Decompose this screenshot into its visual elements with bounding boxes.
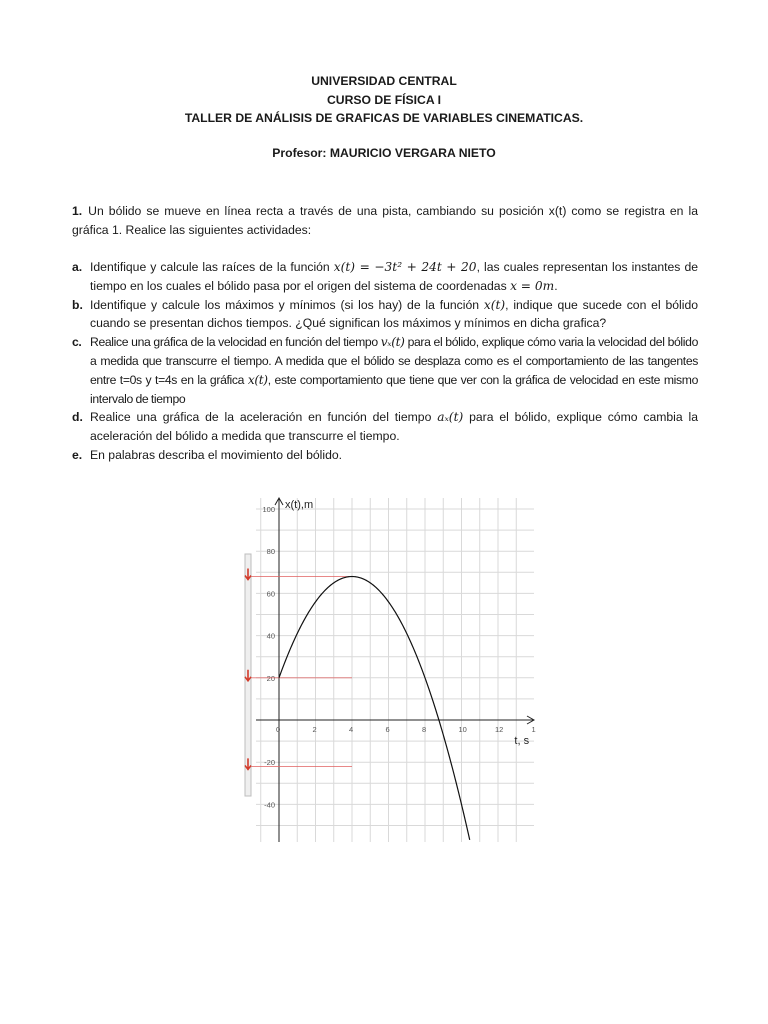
y-tick-label: 40 (266, 631, 275, 641)
item-text: , este comportamiento que tiene que ver con la gráfica de velocidad en este mismo intervalo de tiempo (90, 372, 698, 406)
item-b (72, 296, 698, 334)
item-c (72, 333, 698, 408)
question-1 (72, 202, 698, 240)
y-tick-label: -20 (264, 758, 275, 768)
item-text: Identifique y calcule los máximos y mínimos (si los hay) de la función (90, 297, 484, 312)
item-text: . (554, 278, 558, 293)
question-1-text: Un bólido se mueve en línea recta a través de una pista, cambiando su posición x(t) como se registra en la gráfica 1. Realice las siguientes actividades: (72, 204, 698, 237)
x-tick-label: 4 (349, 725, 354, 734)
university-name: UNIVERSIDAD CENTRAL (311, 74, 457, 88)
item-label: e. (72, 447, 83, 462)
math-expression: x(t) (247, 372, 268, 387)
y-axis-label: x(t),m (285, 499, 314, 511)
item-e (72, 446, 698, 465)
x-tick-label: 6 (385, 725, 390, 734)
activity-list (72, 258, 698, 465)
item-text: para el bólido, explique cómo varia la velocidad del bólido a medida que transcurre el tiempo. A medida que el bólido se desplaza como es el comportamiento de las tangentes entre t=0s y t=4s en la gráfica (90, 335, 698, 387)
item-label: c. (72, 335, 82, 350)
item-label: b. (72, 297, 83, 312)
item-label: d. (72, 410, 83, 425)
professor-name: Profesor: MAURICIO VERGARA NIETO (272, 146, 496, 160)
workshop-title: TALLER DE ANÁLISIS DE GRAFICAS DE VARIABLES CINEMATICAS. (184, 111, 584, 125)
math-expression: x(t) (483, 297, 506, 312)
item-text: En palabras describa el movimiento del bólido. (90, 447, 343, 462)
position-curve (279, 577, 470, 840)
item-d (72, 408, 698, 446)
math-expression: x(t) = −3t² + 24t + 20 (333, 260, 477, 274)
y-tick-label: 80 (266, 547, 275, 557)
x-tick-label: 12 (495, 725, 504, 734)
x-tick-label: 10 (458, 725, 467, 734)
y-tick-label: 60 (266, 589, 275, 599)
item-text: , las cuales representan los instantes de tiempo en los cuales el bólido pasa por el origen del sistema de coordenadas (90, 260, 698, 293)
item-label: a. (72, 260, 83, 274)
item-text: Realice una gráfica de la velocidad en función del tiempo (90, 335, 381, 350)
math-expression: x = 0m (510, 278, 555, 293)
course-name: CURSO DE FÍSICA I (327, 92, 441, 107)
item-text: Realice una gráfica de la aceleración en función del tiempo (90, 410, 438, 425)
item-text: para el bólido, explique cómo cambia la aceleración del bólido a medida que transcurre el tiempo. (90, 410, 698, 444)
math-expression: aₓ(t) (437, 410, 464, 425)
x-tick-label: 2 (312, 725, 317, 734)
y-tick-label: 100 (262, 505, 275, 514)
document-header (0, 72, 768, 128)
x-tick-label: 1 (531, 725, 536, 734)
x-tick-label: 8 (422, 725, 427, 734)
item-a (72, 258, 698, 296)
x-tick-label: 0 (276, 725, 281, 734)
math-expression: vₓ(t) (380, 335, 405, 350)
item-text: , indique que sucede con el bólido cuando se presentan dichos tiempos. ¿Qué significan los máximos y mínimos en dicha grafica? (90, 297, 699, 331)
item-text: Identifique y calcule las raíces de la función (90, 260, 334, 274)
position-chart-svg (226, 492, 540, 844)
y-tick-label: 20 (266, 673, 275, 683)
question-number: 1. (72, 204, 83, 218)
y-tick-label: -40 (264, 800, 275, 810)
x-axis-label: t, s (514, 735, 530, 747)
position-graph (226, 492, 540, 844)
